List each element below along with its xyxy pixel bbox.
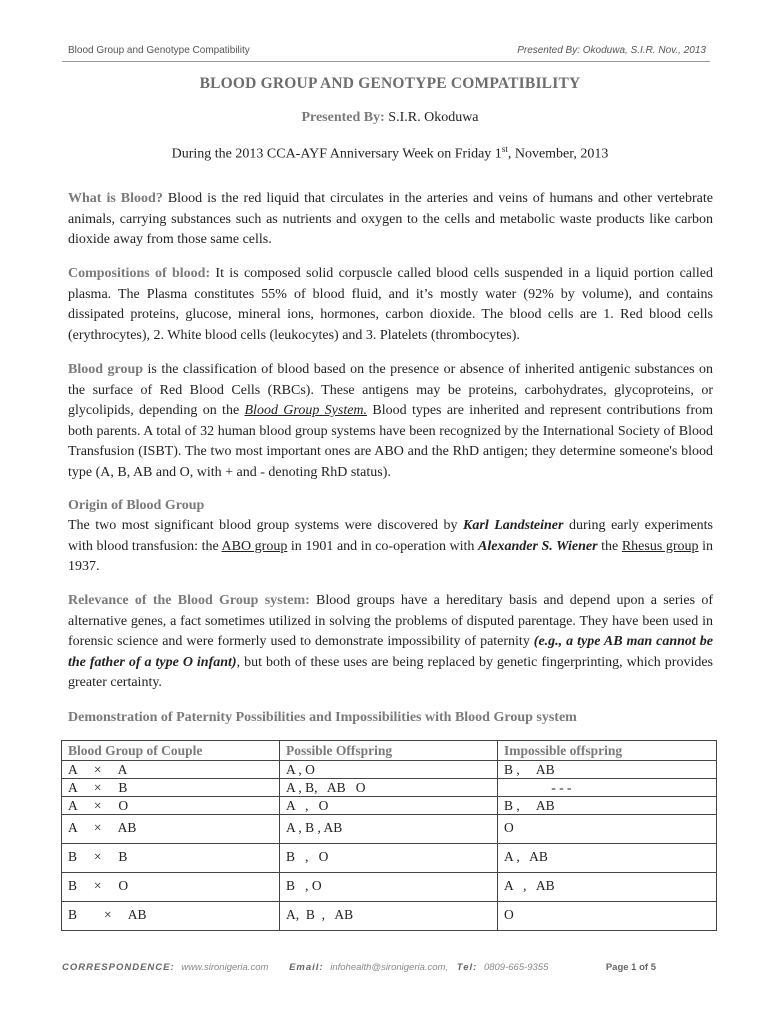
cell-couple: A × AB <box>62 815 280 844</box>
compositions-lead: Compositions of blood: <box>68 266 211 281</box>
footer-website[interactable]: www.sironigeria.com <box>181 962 269 973</box>
origin-text-2: during early experiments with blood transfusion: the <box>68 518 714 554</box>
running-header-left: Blood Group and Genotype Compatibility <box>68 45 250 56</box>
cell-impossible: B , AB <box>498 797 717 815</box>
presenter-label: Presented By: <box>301 110 385 125</box>
relevance-emphasis: (e.g., a type AB man cannot be the father of a type O infant) <box>68 634 713 670</box>
what-is-blood-lead: What is Blood? <box>68 191 163 206</box>
footer-email[interactable]: infohealth@sironigeria.com, <box>330 962 449 973</box>
cell-impossible: O <box>498 902 717 931</box>
footer-tel: 0809-665-9355 <box>483 962 549 973</box>
origin-text-3: in 1901 and in co-operation with <box>287 538 479 554</box>
footer-email-label: Email: <box>289 962 324 973</box>
table-row <box>62 815 717 844</box>
relevance-lead: Relevance of the Blood Group system: <box>68 593 310 608</box>
cell-possible: A, B , AB <box>280 902 498 931</box>
table-row <box>62 797 717 815</box>
rhesus-group-link[interactable]: Rhesus group <box>621 538 699 554</box>
origin-text-5: in 1937. <box>68 538 713 574</box>
cell-couple: B × B <box>62 844 280 873</box>
presenter-line <box>0 110 768 126</box>
cell-couple: B × AB <box>62 902 280 931</box>
presenter-name: S.I.R. Okoduwa <box>388 110 479 125</box>
table-row <box>62 779 717 797</box>
cell-possible: B , O <box>280 873 498 902</box>
cell-impossible: - - - <box>498 779 717 797</box>
footer-correspondence-label: CORRESPONDENCE: <box>62 962 175 973</box>
what-is-blood-paragraph <box>68 189 713 251</box>
page-number: Page 1 of 5 <box>605 962 656 973</box>
blood-group-text-1: is the classification of blood based on the presence or absence of inherited antigenic substances on the surface of Red Blood Cells (RBCs). These antigens may be proteins, carbohydrates, glycoproteins, or glycolipids, depending on the <box>68 362 714 418</box>
relevance-text-2: , but both of these uses are being replaced by genetic fingerprinting, which provides greater certainty. <box>68 654 714 690</box>
event-line-sup: st <box>501 144 508 154</box>
cell-possible: A , B, AB O <box>280 779 498 797</box>
header-cell-impossible: Impossible offspring <box>498 741 717 761</box>
cell-possible: A , O <box>280 761 498 779</box>
event-line <box>0 144 768 163</box>
table-row <box>62 873 717 902</box>
paternity-table <box>61 740 717 931</box>
origin-heading-text: Origin of Blood Group <box>68 498 205 513</box>
compositions-text: It is composed solid corpuscle called blood cells suspended in a liquid portion called plasma. The Plasma constitutes 55% of blood fluid, and it’s mostly water (92% by volume), and contains dissipated proteins, glucose, mineral ions, hormones, carbon dioxide. The blood cells are 1. Red blood cells (erythrocytes), 2. White blood cells (leukocytes) and 3. Platelets (thrombocytes). <box>68 266 714 343</box>
header-rule <box>62 61 710 62</box>
footer-tel-label: Tel: <box>456 962 478 973</box>
cell-impossible: A , AB <box>498 873 717 902</box>
header-cell-possible: Possible Offspring <box>280 741 498 761</box>
origin-person-2: Alexander S. Wiener <box>478 538 598 554</box>
blood-group-paragraph <box>68 360 713 483</box>
document-title: BLOOD GROUP AND GENOTYPE COMPATIBILITY <box>199 75 581 92</box>
blood-group-text-2: Blood types are inherited and represent contributions from both parents. A total of 32 human blood group systems have been recognized by the International Society of Blood Transfusion (ISBT). The two most important ones are ABO and the RhD antigen; they determine someone's blood type (A, B, AB and O, with + and - denoting RhD status). <box>68 403 713 480</box>
origin-text-1: The two most significant blood group systems were discovered by <box>68 518 464 533</box>
abo-group-link[interactable]: ABO group <box>221 538 288 554</box>
cell-impossible: O <box>498 815 717 844</box>
cell-possible: A , O <box>280 797 498 815</box>
table-header-row <box>62 741 717 761</box>
table-row <box>62 844 717 873</box>
origin-person-1: Karl Landsteiner <box>463 518 564 533</box>
header-cell-couple: Blood Group of Couple <box>62 741 280 761</box>
event-line-post: , November, 2013 <box>507 146 609 162</box>
origin-heading <box>68 496 713 517</box>
page-footer <box>62 962 656 973</box>
cell-couple: B × O <box>62 873 280 902</box>
cell-impossible: A , AB <box>498 844 717 873</box>
cell-impossible: B , AB <box>498 761 717 779</box>
demo-heading <box>68 708 713 729</box>
blood-group-system-link[interactable]: Blood Group System. <box>244 403 368 418</box>
table-row <box>62 902 717 931</box>
relevance-paragraph <box>68 591 713 694</box>
table-row <box>62 761 717 779</box>
blood-group-lead: Blood group <box>68 362 144 377</box>
cell-possible: B , O <box>280 844 498 873</box>
cell-possible: A , B , AB <box>280 815 498 844</box>
what-is-blood-text: Blood is the red liquid that circulates in the arteries and veins of humans and other vertebrate animals, carrying substances such as nutrients and oxygen to the cells and metabolic waste products like carbon dioxide away from those same cells. <box>68 191 713 247</box>
demo-heading-text: Demonstration of Paternity Possibilities and Impossibilities with Blood Group system <box>68 710 577 725</box>
cell-couple: A × B <box>62 779 280 797</box>
event-line-pre: During the 2013 CCA-AYF Anniversary Week on Friday 1 <box>171 146 502 162</box>
relevance-text-1: Blood groups have a hereditary basis and depend upon a series of alternative genes, a fact sometimes utilized in solving the problems of disputed parentage. They have been used in forensic science and were formerly used to demonstrate impossibility of paternity <box>68 593 714 649</box>
origin-paragraph <box>68 516 713 578</box>
origin-text-4: the <box>597 538 622 554</box>
cell-couple: A × A <box>62 761 280 779</box>
cell-couple: A × O <box>62 797 280 815</box>
running-header-right: Presented By: Okoduwa, S.I.R. Nov., 2013 <box>517 45 706 56</box>
compositions-paragraph <box>68 264 713 346</box>
